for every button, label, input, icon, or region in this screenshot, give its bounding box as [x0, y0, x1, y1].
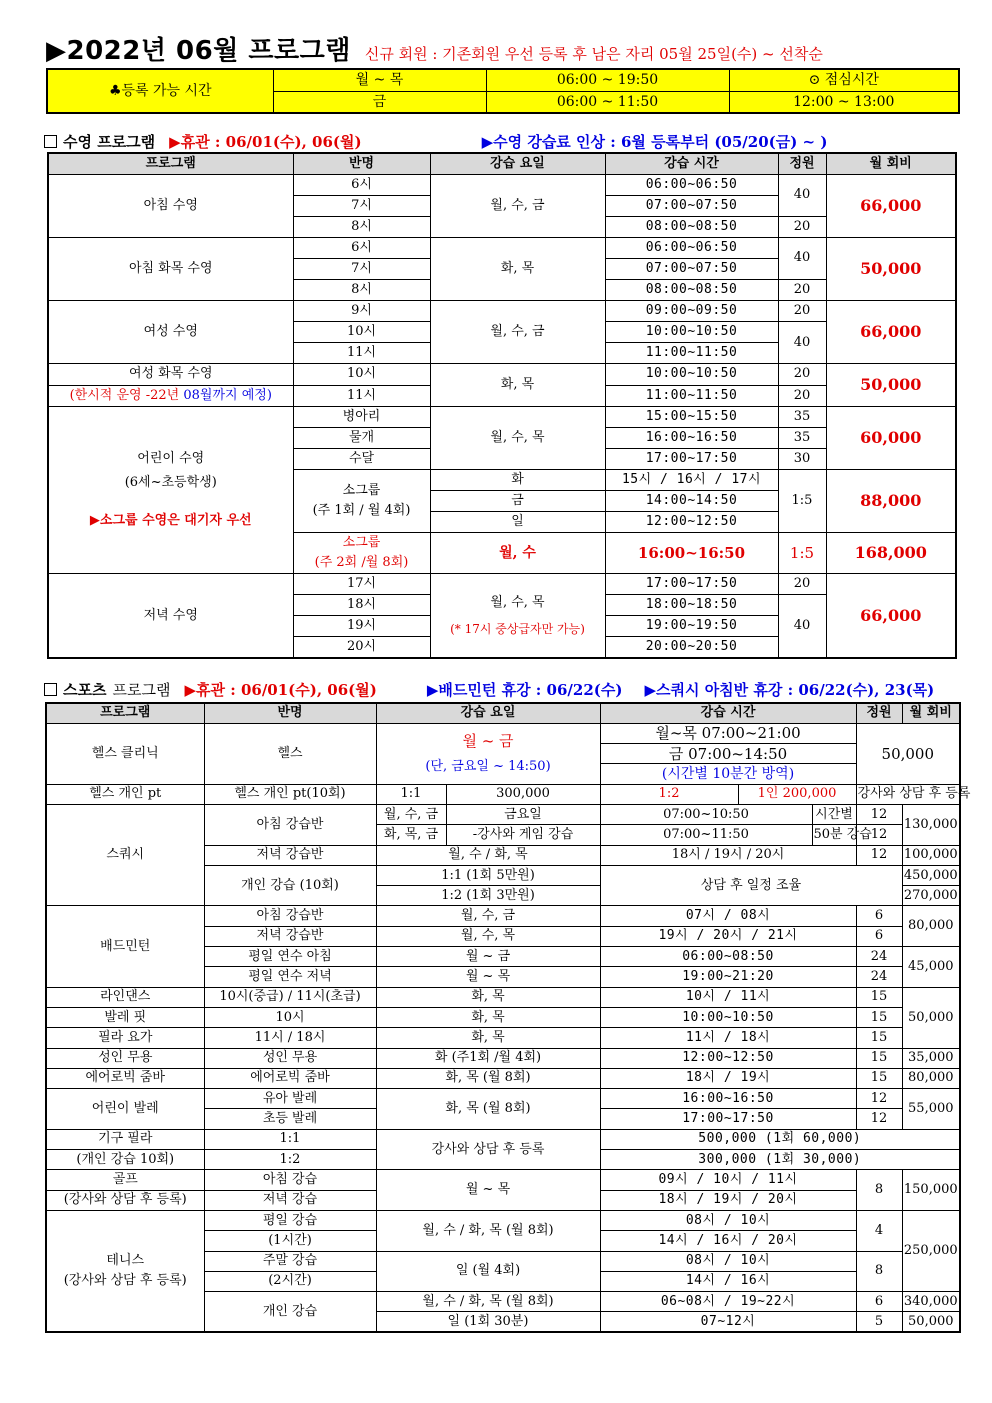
page-header	[46, 30, 966, 68]
class-time: 14:00~14:50	[605, 491, 778, 512]
table-row	[46, 1028, 960, 1048]
program-note	[48, 385, 293, 406]
squash-rest: ▶스쿼시 아침반 휴강 : 06/22(수), 23(목)	[644, 681, 935, 699]
class-unit: 시간별	[812, 804, 856, 824]
program-name: 스쿼시	[46, 804, 204, 905]
class-time: 월~목 07:00~21:00	[600, 723, 856, 743]
capacity: 20	[778, 216, 826, 237]
page-title: ▶2022년 06월 프로그램	[46, 36, 351, 66]
class-name: 6시	[293, 237, 430, 258]
class-name: 아침 강습	[204, 1170, 376, 1190]
class-name: 평일 연수 아침	[204, 947, 376, 967]
class-time: 10:00~10:50	[605, 322, 778, 343]
tennis-name: 테니스	[106, 1253, 145, 1269]
badminton-rest: ▶배드민턴 휴강 : 06/22(수)	[426, 681, 623, 699]
class-days: 금	[430, 491, 605, 512]
class-name: 아침 강습반	[204, 804, 376, 845]
class-time: 11시 / 18시	[600, 1028, 856, 1048]
class-days: 월, 수	[430, 533, 605, 574]
class-days: 화 (주1회 /월 4회)	[376, 1048, 600, 1068]
class-name: 10시	[293, 364, 430, 385]
class-days: 화, 목	[376, 1028, 600, 1048]
class-name: 평일 강습	[204, 1210, 376, 1230]
class-days: 월, 수, 목	[376, 926, 600, 946]
program-name: 헬스 클리닉	[46, 723, 204, 784]
pt-ratio: 1:1	[376, 784, 446, 804]
program-name: 여성 화목 수영	[48, 364, 293, 385]
table-row	[46, 784, 960, 804]
class-name: 10시	[204, 1007, 376, 1027]
registration-time: 06:00 ~ 19:50	[486, 69, 729, 91]
program-name: 아침 수영	[48, 174, 293, 237]
class-time: 07:00~10:50	[600, 804, 812, 824]
class-name: 물개	[293, 427, 430, 448]
class-time: 15:00~15:50	[605, 406, 778, 427]
class-time: 14시 / 16시	[600, 1271, 856, 1291]
class-time: 16:00~16:50	[605, 427, 778, 448]
capacity: 15	[856, 1007, 902, 1027]
class-days: -강사와 게임 강습	[446, 825, 600, 845]
class-time: 19:00~19:50	[605, 616, 778, 637]
class-name: 수달	[293, 448, 430, 469]
class-name: 개인 강습	[204, 1292, 376, 1333]
header-cell: 월 회비	[902, 703, 960, 723]
class-time: 14시 / 16시 / 20시	[600, 1231, 856, 1251]
header-cell: 프로그램	[48, 153, 293, 174]
class-name: 저녁 강습반	[204, 845, 376, 865]
class-days: 화	[430, 469, 605, 490]
program-name	[48, 406, 293, 574]
class-time: 09:00~09:50	[605, 301, 778, 322]
pt-note: 강사와 상담 후 등록	[856, 784, 960, 804]
note-text: (한시적 운영 -22년	[69, 387, 184, 403]
class-name: 20시	[293, 637, 430, 658]
capacity: 15	[856, 1048, 902, 1068]
program-name: 어린이 발레	[46, 1089, 204, 1130]
sports-table	[45, 702, 971, 1333]
class-name: 유아 발레	[204, 1089, 376, 1109]
program-name: 성인 무용	[46, 1048, 204, 1068]
class-time: 17:00~17:50	[605, 448, 778, 469]
capacity: 8	[856, 1170, 902, 1211]
class-days: 월 ~ 금	[376, 947, 600, 967]
capacity: 40	[778, 595, 826, 658]
class-time: 07:00~07:50	[605, 258, 778, 279]
class-days: 화, 목	[376, 987, 600, 1007]
class-name: 7시	[293, 195, 430, 216]
class-name	[293, 469, 430, 532]
capacity: 12	[856, 804, 902, 824]
class-name: 10시(중급) / 11시(초급)	[204, 987, 376, 1007]
evening-days: 월, 수, 목	[490, 594, 545, 610]
program-name-note: (강사와 상담 후 등록)	[46, 1190, 204, 1210]
class-unit: 50분 강습	[812, 825, 856, 845]
class-name: 17시	[293, 574, 430, 595]
program-name: 아침 화목 수영	[48, 237, 293, 300]
table-row	[46, 804, 960, 824]
sports-title-suffix: 프로그램	[112, 681, 171, 699]
monthly-fee: 50,000	[826, 364, 956, 406]
program-name-note: (개인 강습 10회)	[46, 1150, 204, 1170]
table-row	[48, 237, 956, 258]
class-name: 성인 무용	[204, 1048, 376, 1068]
program-name: 저녁 수영	[48, 574, 293, 658]
class-time: 18시 / 19시 / 20시	[600, 845, 856, 865]
capacity: 8	[856, 1251, 902, 1292]
class-name: 1:2	[204, 1150, 376, 1170]
class-days: 화, 목 (월 8회)	[376, 1068, 600, 1088]
swim-table	[47, 152, 957, 659]
monthly-fee: 130,000	[902, 804, 960, 845]
class-days: 일 (1회 30분)	[376, 1312, 600, 1332]
class-days: 월, 수, 금	[376, 804, 446, 824]
table-row	[46, 1170, 960, 1190]
monthly-fee: 50,000	[902, 1312, 960, 1332]
class-time: 08:00~08:50	[605, 216, 778, 237]
class-time: 06:00~08:50	[600, 947, 856, 967]
class-time: 19:00~21:20	[600, 967, 856, 987]
class-name: 개인 강습 (10회)	[204, 865, 376, 906]
capacity: 20	[778, 364, 826, 385]
class-name: 주말 강습	[204, 1251, 376, 1271]
class-name: 18시	[293, 595, 430, 616]
class-time: 10:00~10:50	[605, 364, 778, 385]
table-row	[48, 174, 956, 195]
class-days: 강사와 상담 후 등록	[376, 1129, 600, 1170]
note-text-end: 08월까지 예정)	[183, 387, 272, 403]
class-time: 07:00~11:50	[600, 825, 812, 845]
registration-label: ♣등록 가능 시간	[47, 69, 273, 113]
monthly-fee: 340,000	[902, 1292, 960, 1312]
program-name: 에어로빅 줌바	[46, 1068, 204, 1088]
class-days: 1:1 (1회 5만원)	[376, 865, 600, 885]
kids-age: (6세~초등학생)	[124, 474, 217, 490]
class-time: 06:00~06:50	[605, 174, 778, 195]
capacity: 24	[856, 947, 902, 967]
monthly-fee: 100,000	[902, 845, 960, 865]
class-time: 09시 / 10시 / 11시	[600, 1170, 856, 1190]
class-time: 18:00~18:50	[605, 595, 778, 616]
swim-fee-notice: ▶수영 강습료 인상 : 6월 등록부터 (05/20(금) ~ )	[481, 133, 828, 151]
class-name: 8시	[293, 216, 430, 237]
checkbox-icon	[44, 683, 57, 696]
header-cell: 반명	[204, 703, 376, 723]
capacity: 40	[778, 237, 826, 279]
class-time: 10시 / 11시	[600, 987, 856, 1007]
header-cell: 강습 시간	[600, 703, 856, 723]
class-name: 10시	[293, 322, 430, 343]
program-name: 여성 수영	[48, 301, 293, 364]
monthly-fee: 168,000	[826, 533, 956, 574]
capacity: 24	[856, 967, 902, 987]
class-time: 10:00~10:50	[600, 1007, 856, 1027]
class-time: 12:00~12:50	[605, 512, 778, 533]
capacity: 6	[856, 906, 902, 926]
class-days: 월, 수, 금	[430, 174, 605, 237]
capacity: 6	[856, 926, 902, 946]
class-time: 08시 / 10시	[600, 1210, 856, 1230]
capacity: 30	[778, 448, 826, 469]
monthly-fee: 450,000	[902, 865, 960, 885]
class-time: 20:00~20:50	[605, 637, 778, 658]
class-name: 아침 강습반	[204, 906, 376, 926]
capacity: 20	[778, 385, 826, 406]
monthly-fee: 60,000	[826, 406, 956, 469]
registration-days: 금	[273, 91, 486, 113]
capacity: 20	[778, 574, 826, 595]
monthly-fee: 88,000	[826, 469, 956, 532]
monthly-fee: 55,000	[902, 1089, 960, 1130]
capacity: 35	[778, 406, 826, 427]
capacity: 1:5	[778, 469, 826, 532]
monthly-fee: 250,000	[902, 1210, 960, 1291]
swim-title: 수영 프로그램	[63, 133, 156, 151]
class-time: 07~12시	[600, 1312, 856, 1332]
class-days	[430, 574, 605, 658]
health-days: 월 ~ 금	[462, 731, 514, 750]
class-name: 1:1	[204, 1129, 376, 1149]
header-cell: 강습 요일	[376, 703, 600, 723]
class-days: 월, 수 / 화, 목 (월 8회)	[376, 1210, 600, 1251]
table-row	[48, 301, 956, 322]
class-name: 저녁 강습	[204, 1190, 376, 1210]
capacity: 35	[778, 427, 826, 448]
class-days: 월 ~ 목	[376, 1170, 600, 1211]
program-name: 라인댄스	[46, 987, 204, 1007]
capacity: 15	[856, 987, 902, 1007]
class-days: 화, 목	[430, 237, 605, 300]
class-name: 헬스	[204, 723, 376, 784]
class-days: 일 (월 4회)	[376, 1251, 600, 1292]
pt-ratio: 1:2	[600, 784, 738, 804]
class-days: 화, 목	[376, 1007, 600, 1027]
monthly-fee: 300,000 (1회 30,000)	[600, 1150, 960, 1170]
class-name: 병아리	[293, 406, 430, 427]
monthly-fee: 35,000	[902, 1048, 960, 1068]
capacity: 20	[778, 301, 826, 322]
table-row	[48, 406, 956, 427]
program-name: 골프	[46, 1170, 204, 1190]
class-time: 17:00~17:50	[605, 574, 778, 595]
class-days: 월, 수, 목	[430, 406, 605, 469]
table-row	[46, 906, 960, 926]
class-time: 06~08시 / 19~22시	[600, 1292, 856, 1312]
monthly-fee: 66,000	[826, 301, 956, 364]
kids-note: ▶소그룹 수영은 대기자 우선	[89, 512, 252, 528]
capacity: 4	[856, 1210, 902, 1251]
header-cell: 프로그램	[46, 703, 204, 723]
class-days: 월, 수 / 화, 목	[376, 845, 600, 865]
program-name	[46, 1210, 204, 1332]
table-row	[46, 1007, 960, 1027]
class-name: 초등 발레	[204, 1109, 376, 1129]
class-time: 15시 / 16시 / 17시	[605, 469, 778, 490]
kids-name: 어린이 수영	[137, 450, 205, 466]
table-row	[48, 364, 956, 385]
monthly-fee: 80,000	[902, 1068, 960, 1088]
capacity: 40	[778, 322, 826, 364]
pt-price: 300,000	[446, 784, 600, 804]
monthly-fee: 66,000	[826, 174, 956, 237]
monthly-fee: 80,000	[902, 906, 960, 947]
class-days: 금요일	[446, 804, 600, 824]
table-row	[46, 1048, 960, 1068]
registration-notice: 신규 회원 : 기존회원 우선 등록 후 남은 자리 05월 25일(수) ~ 선착순	[364, 45, 823, 63]
capacity: 15	[856, 1068, 902, 1088]
class-time: 18시 / 19시	[600, 1068, 856, 1088]
lunch-time: 12:00 ~ 13:00	[729, 91, 959, 113]
sports-title: 스포츠	[63, 681, 107, 699]
class-name: 에어로빅 줌바	[204, 1068, 376, 1088]
class-name: 9시	[293, 301, 430, 322]
class-name: 11시	[293, 385, 430, 406]
small-group-name: 소그룹	[342, 535, 381, 551]
header-cell: 강습 요일	[430, 153, 605, 174]
class-name: 7시	[293, 258, 430, 279]
table-row	[46, 1210, 960, 1230]
program-name: 기구 필라	[46, 1129, 204, 1149]
registration-days: 월 ~ 목	[273, 69, 486, 91]
swim-section-title	[44, 131, 827, 152]
class-days: 월, 수, 금	[430, 301, 605, 364]
capacity: 40	[778, 174, 826, 216]
sports-section-title	[44, 679, 934, 700]
capacity: 20	[778, 280, 826, 301]
table-header-row	[46, 703, 960, 723]
capacity: 5	[856, 1312, 902, 1332]
program-name: 발레 핏	[46, 1007, 204, 1027]
class-time: 08시 / 10시	[600, 1251, 856, 1271]
evening-days-note: (* 17시 중상급자만 가능)	[450, 621, 585, 636]
header-cell: 월 회비	[826, 153, 956, 174]
class-name: 8시	[293, 280, 430, 301]
table-row	[46, 1068, 960, 1088]
class-days: 월, 수 / 화, 목 (월 8회)	[376, 1292, 600, 1312]
small-group-freq: (주 2회 /월 8회)	[314, 555, 409, 571]
class-time: 07:00~07:50	[605, 195, 778, 216]
monthly-fee: 500,000 (1회 60,000)	[600, 1129, 960, 1149]
pt-price: 1인 200,000	[738, 784, 856, 804]
class-name	[293, 533, 430, 574]
table-row	[46, 987, 960, 1007]
monthly-fee: 150,000	[902, 1170, 960, 1211]
table-row	[48, 574, 956, 595]
class-name: 6시	[293, 174, 430, 195]
table-row	[46, 1129, 960, 1149]
class-name: 헬스 개인 pt(10회)	[204, 784, 376, 804]
class-time: 16:00~16:50	[600, 1089, 856, 1109]
class-days: 일	[430, 512, 605, 533]
capacity: 12	[856, 1109, 902, 1129]
class-time: 06:00~06:50	[605, 237, 778, 258]
header-cell: 강습 시간	[605, 153, 778, 174]
class-name: 저녁 강습반	[204, 926, 376, 946]
capacity: 6	[856, 1292, 902, 1312]
capacity: 12	[856, 1089, 902, 1109]
capacity: 12	[856, 845, 902, 865]
class-time: 금 07:00~14:50	[600, 744, 856, 764]
class-days	[376, 723, 600, 784]
capacity: 15	[856, 1028, 902, 1048]
small-group-name: 소그룹	[342, 483, 381, 499]
class-days: 화, 목 (월 8회)	[376, 1089, 600, 1130]
header-cell: 정원	[856, 703, 902, 723]
class-days: 1:2 (1회 3만원)	[376, 886, 600, 906]
class-name-note: (1시간)	[204, 1231, 376, 1251]
small-group-freq: (주 1회 / 월 4회)	[312, 503, 411, 519]
class-name: 11시	[293, 343, 430, 364]
swim-closed: ▶휴관 : 06/01(수), 06(월)	[169, 133, 362, 151]
table-header-row	[48, 153, 956, 174]
class-days: 월 ~ 목	[376, 967, 600, 987]
header-cell: 반명	[293, 153, 430, 174]
capacity: 12	[856, 825, 902, 845]
table-row	[46, 723, 960, 743]
class-name: 11시 / 18시	[204, 1028, 376, 1048]
health-days-note: (단, 금요일 ~ 14:50)	[425, 758, 551, 774]
class-days: 화, 목	[430, 364, 605, 406]
class-time: 18시 / 19시 / 20시	[600, 1190, 856, 1210]
monthly-fee: 50,000	[902, 987, 960, 1048]
class-name: 평일 연수 저녁	[204, 967, 376, 987]
sports-closed: ▶휴관 : 06/01(수), 06(월)	[184, 681, 377, 699]
class-time: 11:00~11:50	[605, 385, 778, 406]
class-days: 화, 목, 금	[376, 825, 446, 845]
class-time: 11:00~11:50	[605, 343, 778, 364]
class-time-note: (시간별 10분간 방역)	[600, 764, 856, 784]
class-time: 07시 / 08시	[600, 906, 856, 926]
monthly-fee: 66,000	[826, 574, 956, 658]
class-time: 16:00~16:50	[605, 533, 778, 574]
monthly-fee: 50,000	[826, 237, 956, 300]
class-name: 19시	[293, 616, 430, 637]
monthly-fee: 50,000	[856, 723, 960, 784]
monthly-fee: 270,000	[902, 886, 960, 906]
capacity: 1:5	[778, 533, 826, 574]
registration-table	[46, 68, 960, 114]
class-time: 17:00~17:50	[600, 1109, 856, 1129]
table-row	[46, 1089, 960, 1109]
class-time: 12:00~12:50	[600, 1048, 856, 1068]
program-name: 헬스 개인 pt	[46, 784, 204, 804]
header-cell: 정원	[778, 153, 826, 174]
class-time: 08:00~08:50	[605, 280, 778, 301]
program-name: 필라 요가	[46, 1028, 204, 1048]
class-name-note: (2시간)	[204, 1271, 376, 1291]
class-days: 월, 수, 금	[376, 906, 600, 926]
monthly-fee: 45,000	[902, 947, 960, 988]
program-name: 배드민턴	[46, 906, 204, 987]
checkbox-icon	[44, 135, 57, 148]
tennis-note: (강사와 상담 후 등록)	[63, 1273, 187, 1289]
class-time: 19시 / 20시 / 21시	[600, 926, 856, 946]
class-time: 상담 후 일정 조율	[600, 865, 902, 906]
lunch-label: ⊙ 점심시간	[729, 69, 959, 91]
registration-time: 06:00 ~ 11:50	[486, 91, 729, 113]
